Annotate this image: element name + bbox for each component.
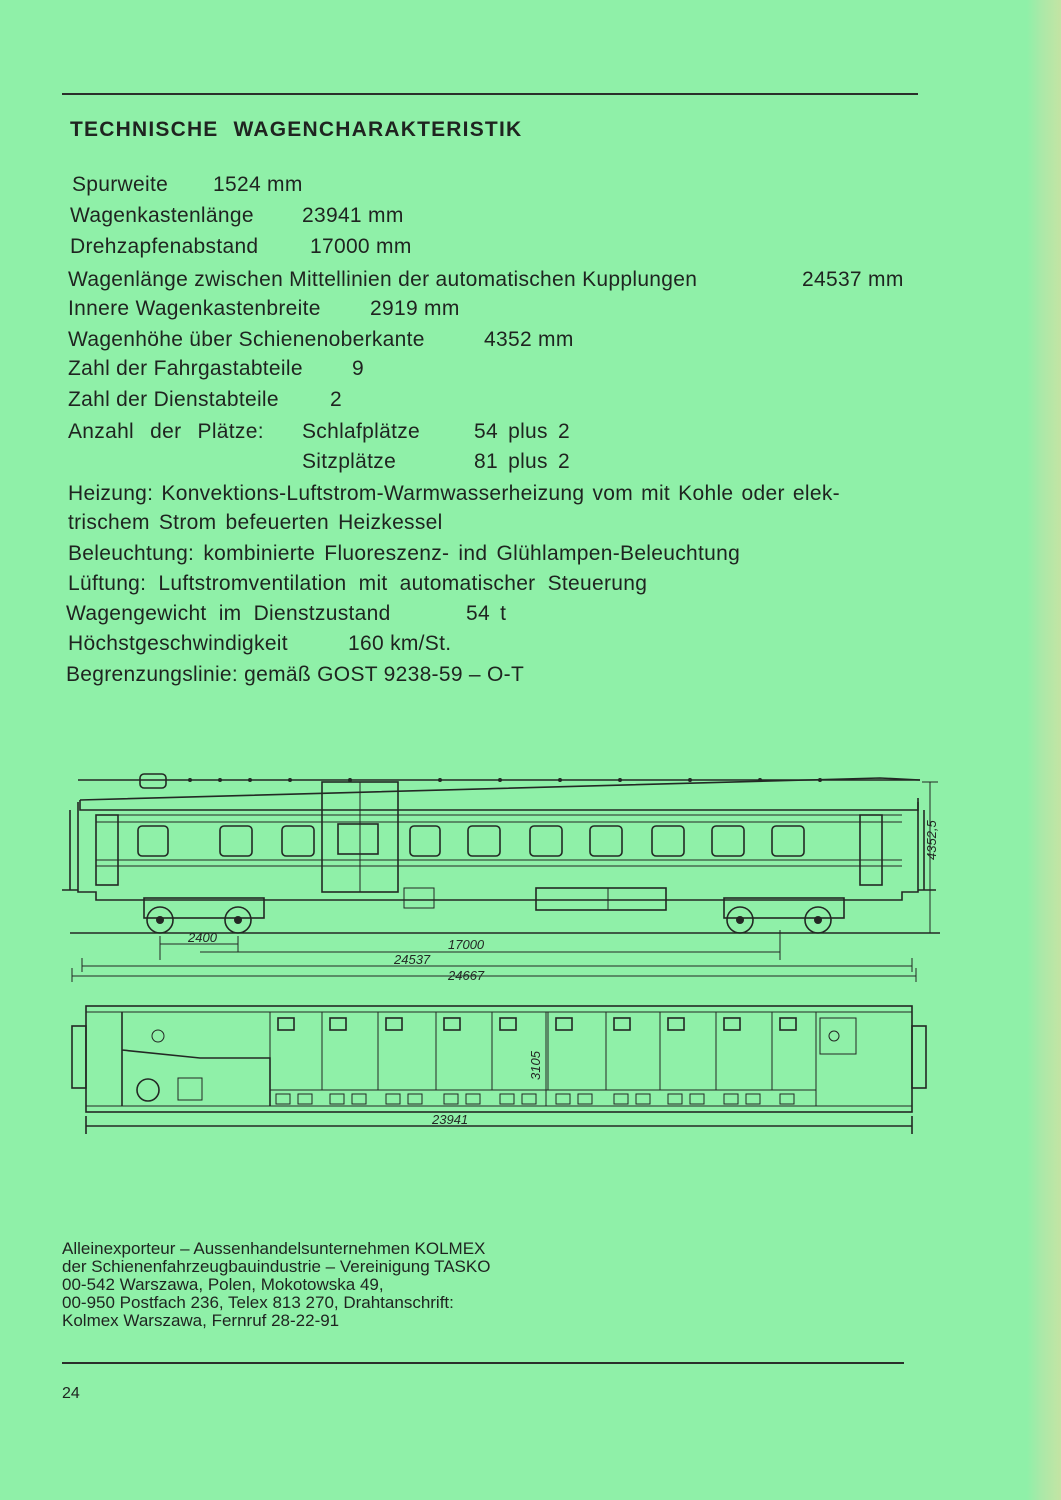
seat-count: 54 plus 2 [474,420,570,443]
seat-type: Schlafplätze [302,420,421,443]
spec-value: 24537 mm [802,268,904,291]
seats-label: Anzahl der Plätze: [68,420,264,443]
ventilation-line: Lüftung: Luftstromventilation mit automatischer Steuerung [68,572,648,595]
spec-label: Wagenkastenlänge [70,204,254,227]
spec-row [68,327,574,353]
bogie-right [724,898,844,933]
dim-coupler-label: 24537 [394,952,431,967]
spec-label: Höchstgeschwindigkeit [68,632,288,655]
heating-line-cont: trischem Strom befeuerten Heizkessel [68,511,443,534]
coach-drawing [60,760,960,1140]
side-elevation [62,774,940,983]
spec-value: 160 km/St. [348,632,452,655]
spec-label: Zahl der Fahrgastabteile [68,357,303,380]
spec-label: Zahl der Dienstabteile [68,388,279,411]
spec-value: 17000 mm [310,235,412,258]
spec-value: 23941 mm [302,204,404,227]
dim-width-label: 3105 [528,1051,543,1080]
spec-value: 9 [352,357,364,380]
footer-line: 00-950 Postfach 236, Telex 813 270, Drahtanschrift: [62,1293,454,1312]
spec-value: 2919 mm [370,297,460,320]
spec-row [68,356,364,382]
spec-row [68,267,904,293]
floor-plan [72,1006,926,1134]
dim-pivot-label: 17000 [448,937,485,952]
spec-label: Wagenhöhe über Schienenoberkante [68,328,425,351]
footer-line: Alleinexporteur – Aussenhandelsunternehmen KOLMEX [62,1239,486,1258]
spec-value: 2 [330,388,342,411]
spec-label: Wagenlänge zwischen Mittellinien der automatischen Kupplungen [68,268,698,291]
spec-row [68,631,452,657]
spec-label: Wagengewicht im Dienstzustand [66,602,391,625]
spec-label: Spurweite [72,173,169,196]
footer-line: 00-542 Warszawa, Polen, Mokotowska 49, [62,1275,384,1294]
spec-row [66,601,507,627]
page-edge [1027,0,1061,1500]
spec-label: Innere Wagenkastenbreite [68,297,321,320]
spec-label: Drehzapfenabstand [70,235,259,258]
dim-body-label: 23941 [432,1112,469,1127]
seat-count: 81 plus 2 [474,450,570,473]
spec-row [72,172,303,198]
bogie-left [144,898,264,933]
lighting-line: Beleuchtung: kombinierte Fluoreszenz- ind Glühlampen-Beleuchtung [68,542,741,565]
spec-row [68,387,342,413]
spec-value: 54 t [466,602,507,625]
top-rule [62,93,918,95]
dim-height-label: 4352,5 [924,820,939,860]
spec-value: 4352 mm [484,328,574,351]
footer-line: Kolmex Warszawa, Fernruf 28-22-91 [62,1311,340,1330]
bottom-rule [62,1362,904,1364]
spec-value: 1524 mm [213,173,303,196]
gauge-line: Begrenzungslinie: gemäß GOST 9238-59 – O-T [66,663,525,686]
seat-type: Sitzplätze [302,450,397,473]
publisher-footer [62,1240,490,1330]
dim-overall-label: 24667 [448,968,485,983]
spec-row [70,234,412,260]
spec-row [70,203,404,229]
spec-row [68,296,460,322]
dim-bogie-label: 2400 [188,930,217,945]
seats-row [68,419,570,445]
footer-line: der Schienenfahrzeugbauindustrie – Vereinigung TASKO [62,1257,491,1276]
section-heading: TECHNISCHE WAGENCHARAKTERISTIK [70,118,523,141]
page-number: 24 [62,1385,80,1402]
heating-line: Heizung: Konvektions-Luftstrom-Warmwasserheizung vom mit Kohle oder elek- [68,482,840,505]
